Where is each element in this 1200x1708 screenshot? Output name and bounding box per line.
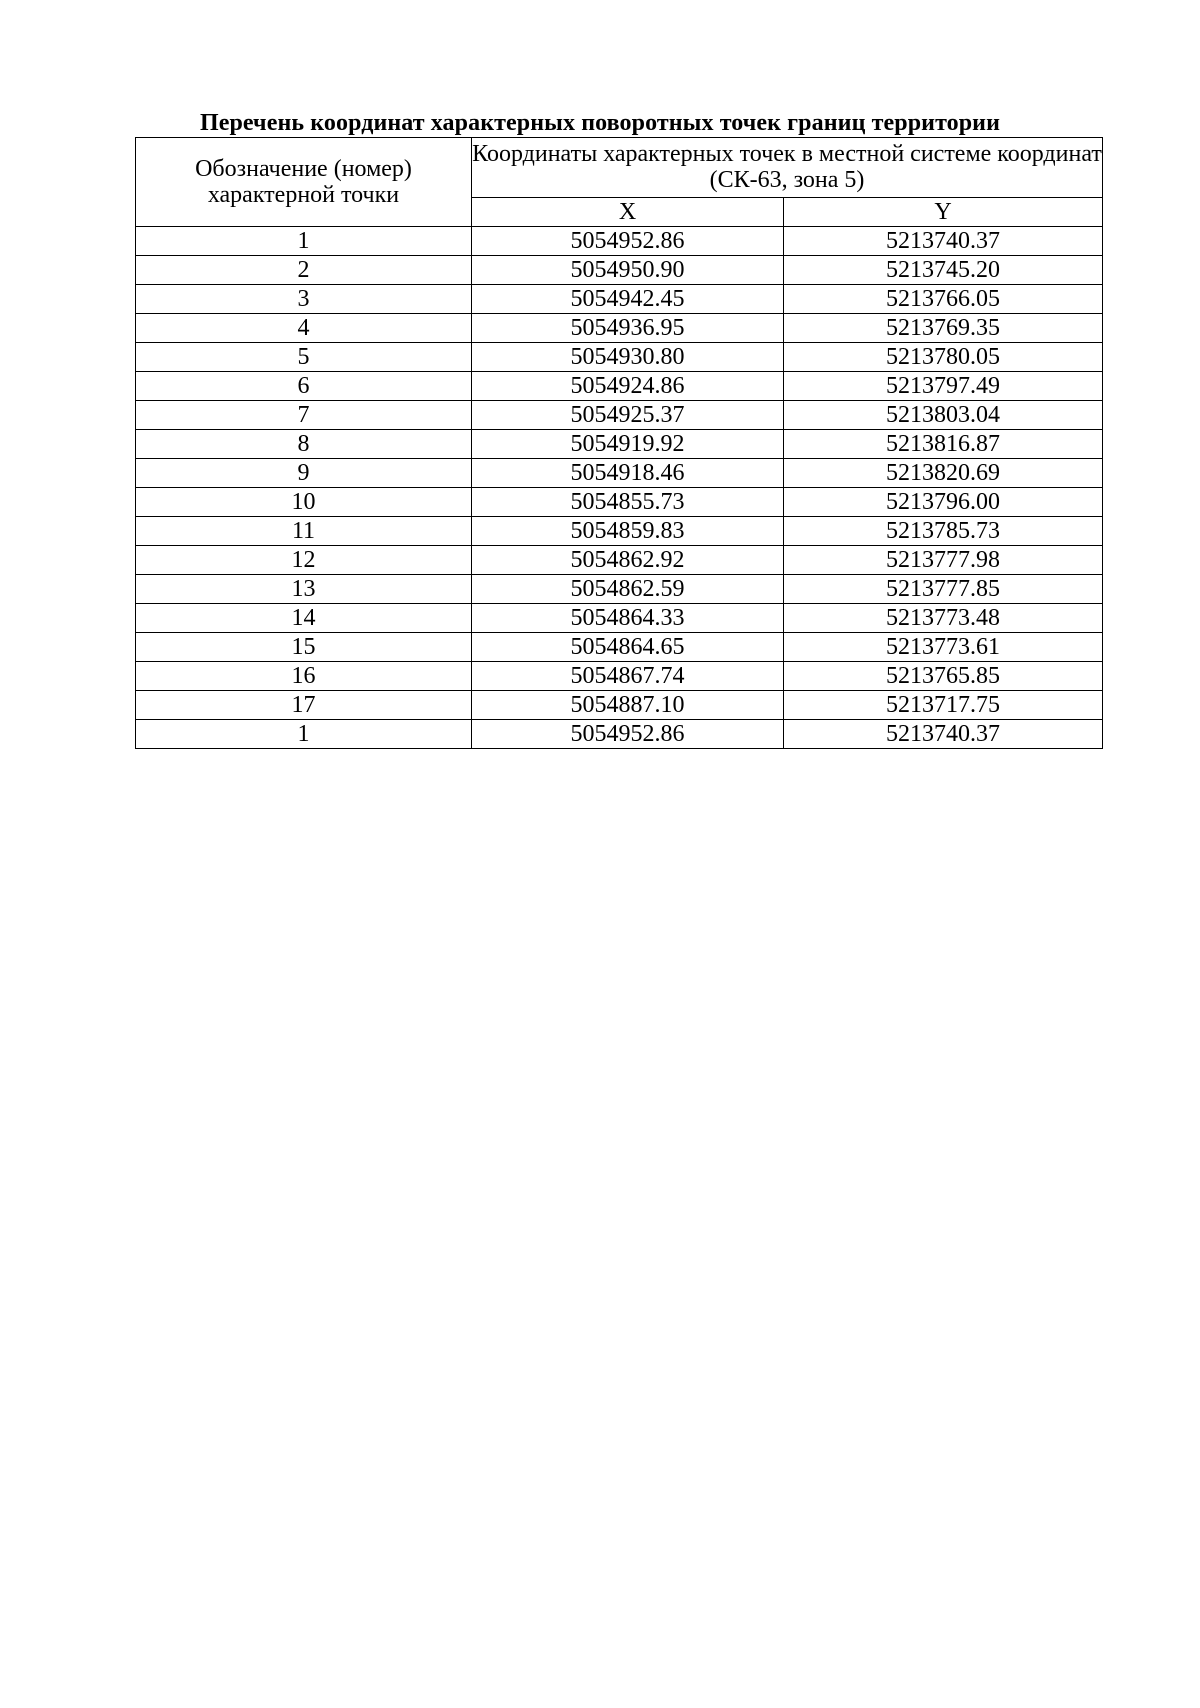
- cell-x: 5054918.46: [472, 459, 784, 488]
- cell-point-number: 2: [136, 256, 472, 285]
- cell-x: 5054952.86: [472, 720, 784, 749]
- table-row: [136, 227, 1103, 256]
- header-x: X: [472, 197, 784, 226]
- cell-y: 5213766.05: [784, 285, 1103, 314]
- table-row: [136, 488, 1103, 517]
- cell-y: 5213785.73: [784, 517, 1103, 546]
- header-coordinates-group: Координаты характерных точек в местной системе координат (СК-63, зона 5): [472, 138, 1103, 198]
- table-row: [136, 517, 1103, 546]
- cell-y: 5213717.75: [784, 691, 1103, 720]
- cell-point-number: 7: [136, 401, 472, 430]
- table-row: [136, 575, 1103, 604]
- table-body: [136, 227, 1103, 749]
- cell-point-number: 1: [136, 720, 472, 749]
- cell-y: 5213803.04: [784, 401, 1103, 430]
- table-row: [136, 285, 1103, 314]
- cell-y: 5213745.20: [784, 256, 1103, 285]
- cell-x: 5054950.90: [472, 256, 784, 285]
- cell-x: 5054862.92: [472, 546, 784, 575]
- header-row-top: [136, 138, 1103, 198]
- cell-x: 5054924.86: [472, 372, 784, 401]
- table-row: [136, 430, 1103, 459]
- cell-point-number: 17: [136, 691, 472, 720]
- cell-x: 5054887.10: [472, 691, 784, 720]
- table-row: [136, 314, 1103, 343]
- cell-y: 5213740.37: [784, 227, 1103, 256]
- header-y: Y: [784, 197, 1103, 226]
- cell-y: 5213773.48: [784, 604, 1103, 633]
- table-row: [136, 343, 1103, 372]
- cell-y: 5213796.00: [784, 488, 1103, 517]
- table-row: [136, 720, 1103, 749]
- cell-y: 5213740.37: [784, 720, 1103, 749]
- cell-point-number: 13: [136, 575, 472, 604]
- cell-point-number: 10: [136, 488, 472, 517]
- cell-y: 5213765.85: [784, 662, 1103, 691]
- cell-y: 5213773.61: [784, 633, 1103, 662]
- cell-x: 5054855.73: [472, 488, 784, 517]
- table-row: [136, 546, 1103, 575]
- cell-y: 5213769.35: [784, 314, 1103, 343]
- cell-point-number: 14: [136, 604, 472, 633]
- table-row: [136, 256, 1103, 285]
- table-row: [136, 604, 1103, 633]
- table-row: [136, 691, 1103, 720]
- table-row: [136, 662, 1103, 691]
- table-row: [136, 401, 1103, 430]
- cell-x: 5054952.86: [472, 227, 784, 256]
- coordinates-table: [135, 137, 1103, 749]
- cell-y: 5213816.87: [784, 430, 1103, 459]
- cell-x: 5054864.33: [472, 604, 784, 633]
- cell-y: 5213777.85: [784, 575, 1103, 604]
- cell-x: 5054864.65: [472, 633, 784, 662]
- cell-point-number: 3: [136, 285, 472, 314]
- table-row: [136, 633, 1103, 662]
- cell-y: 5213797.49: [784, 372, 1103, 401]
- cell-point-number: 5: [136, 343, 472, 372]
- cell-point-number: 15: [136, 633, 472, 662]
- cell-x: 5054919.92: [472, 430, 784, 459]
- cell-point-number: 12: [136, 546, 472, 575]
- cell-y: 5213780.05: [784, 343, 1103, 372]
- cell-point-number: 4: [136, 314, 472, 343]
- table-row: [136, 372, 1103, 401]
- cell-point-number: 9: [136, 459, 472, 488]
- cell-point-number: 6: [136, 372, 472, 401]
- table-row: [136, 459, 1103, 488]
- cell-x: 5054930.80: [472, 343, 784, 372]
- cell-x: 5054925.37: [472, 401, 784, 430]
- table-header: [136, 138, 1103, 227]
- cell-x: 5054862.59: [472, 575, 784, 604]
- cell-point-number: 1: [136, 227, 472, 256]
- cell-point-number: 11: [136, 517, 472, 546]
- cell-y: 5213777.98: [784, 546, 1103, 575]
- cell-y: 5213820.69: [784, 459, 1103, 488]
- cell-x: 5054859.83: [472, 517, 784, 546]
- cell-point-number: 8: [136, 430, 472, 459]
- cell-x: 5054942.45: [472, 285, 784, 314]
- cell-x: 5054936.95: [472, 314, 784, 343]
- cell-x: 5054867.74: [472, 662, 784, 691]
- header-point-number: Обозначение (номер) характерной точки: [136, 138, 472, 227]
- document-title: Перечень координат характерных поворотных точек границ территории: [199, 110, 1001, 136]
- cell-point-number: 16: [136, 662, 472, 691]
